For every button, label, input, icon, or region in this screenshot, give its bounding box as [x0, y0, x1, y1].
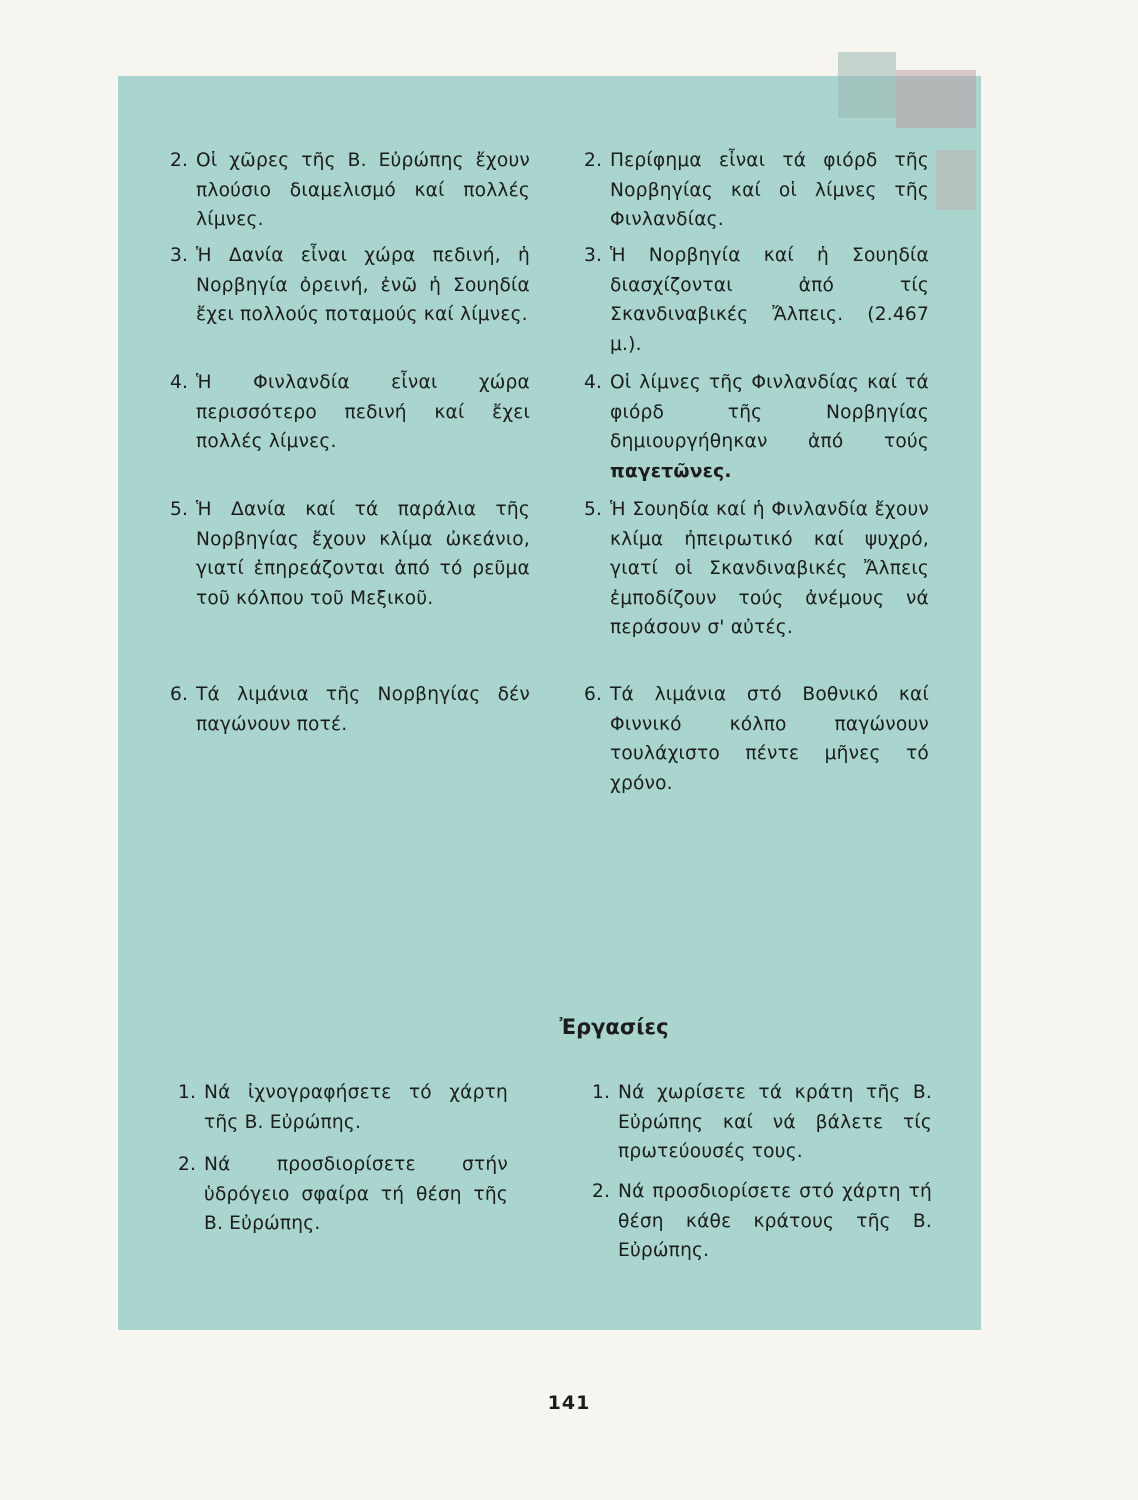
statement — [584, 241, 929, 359]
statement-text: Περίφημα εἶναι τά φιόρδ τῆς Νορβηγίας καί οἱ λίμνες τῆς Φινλανδίας. — [610, 150, 929, 230]
statement-number: 2. — [584, 150, 603, 171]
statement-text: Ἡ Φινλανδία εἶναι χώρα περισσότερο πεδινή καί ἔχει πολλές λίμνες. — [196, 372, 530, 452]
statement-text: Ἡ Δανία καί τά παράλια τῆς Νορβηγίας ἔχουν κλίμα ὠκεάνιο, γιατί ἐπηρεάζονται ἀπό τό ρεῦμα τοῦ κόλπου τοῦ Μεξικοῦ. — [196, 499, 530, 609]
emphasized-term: παγετῶνες. — [610, 460, 732, 482]
statement — [170, 146, 530, 235]
statement — [170, 680, 530, 739]
task-item — [592, 1078, 932, 1167]
statement-text: Ἡ Νορβηγία καί ἡ Σουηδία διασχίζονται ἀπό τίς Σκανδιναβικές Ἄλπεις. (2.467 μ.). — [610, 245, 929, 355]
statement — [170, 241, 530, 330]
statement — [584, 146, 929, 235]
task-item — [178, 1078, 508, 1137]
task-item — [178, 1150, 508, 1239]
task-text: Νά προσδιορίσετε στήν ὑδρόγειο σφαίρα τή θέση τῆς Β. Εὐρώπης. — [204, 1154, 508, 1234]
statement — [170, 495, 530, 613]
statement-text: Ἡ Σουηδία καί ἡ Φινλανδία ἔχουν κλίμα ἠπειρωτικό καί ψυχρό, γιατί οἱ Σκανδιναβικές Ἄλπεις ἐμποδίζουν τούς ἀνέμους νά περάσουν σ' αὐτές. — [610, 499, 929, 638]
task-number: 1. — [592, 1082, 611, 1103]
statement-number: 3. — [584, 245, 603, 266]
statement-number: 5. — [584, 499, 603, 520]
statement-number: 6. — [584, 684, 603, 705]
task-item — [592, 1177, 932, 1266]
corner-decoration — [896, 70, 976, 128]
statement — [584, 495, 929, 643]
task-text: Νά χωρίσετε τά κράτη τῆς Β. Εὐρώπης καί νά βάλετε τίς πρωτεύουσές τους. — [618, 1082, 932, 1162]
statement-number: 6. — [170, 684, 189, 705]
task-text: Νά ἰχνογραφήσετε τό χάρτη τῆς Β. Εὐρώπης. — [204, 1082, 508, 1133]
task-text: Νά προσδιορίσετε στό χάρτη τή θέση κάθε κράτους τῆς Β. Εὐρώπης. — [618, 1181, 932, 1261]
task-number: 2. — [178, 1154, 197, 1175]
statement-text: Τά λιμάνια στό Βοθνικό καί Φιννικό κόλπο παγώνουν τουλάχιστο πέντε μῆνες τό χρόνο. — [610, 684, 929, 794]
statement-text: Τά λιμάνια τῆς Νορβηγίας δέν παγώνουν ποτέ. — [196, 684, 530, 735]
corner-decoration — [936, 150, 976, 210]
statement-number: 2. — [170, 150, 189, 171]
task-number: 2. — [592, 1181, 611, 1202]
statement-number: 5. — [170, 499, 189, 520]
statement — [584, 368, 929, 486]
tasks-heading: Ἐργασίες — [559, 1015, 669, 1039]
task-number: 1. — [178, 1082, 197, 1103]
page-number: 141 — [547, 1392, 591, 1414]
statement-text — [610, 368, 929, 486]
statement — [584, 680, 929, 798]
statement-number: 3. — [170, 245, 189, 266]
statement-number: 4. — [170, 372, 189, 393]
statement-text: Ἡ Δανία εἶναι χώρα πεδινή, ἡ Νορβηγία ὀρεινή, ἐνῶ ἡ Σουηδία ἔχει πολλούς ποταμούς καί λίμνες. — [196, 245, 530, 325]
statement — [170, 368, 530, 457]
corner-decoration — [838, 52, 896, 118]
statement-text-part: Οἱ λίμνες τῆς Φινλανδίας καί τά φιόρδ τῆς Νορβηγίας δημιουργήθηκαν ἀπό τούς — [610, 372, 929, 452]
statement-number: 4. — [584, 372, 603, 393]
statement-text: Οἱ χῶρες τῆς Β. Εὐρώπης ἔχουν πλούσιο διαμελισμό καί πολλές λίμνες. — [196, 150, 530, 230]
